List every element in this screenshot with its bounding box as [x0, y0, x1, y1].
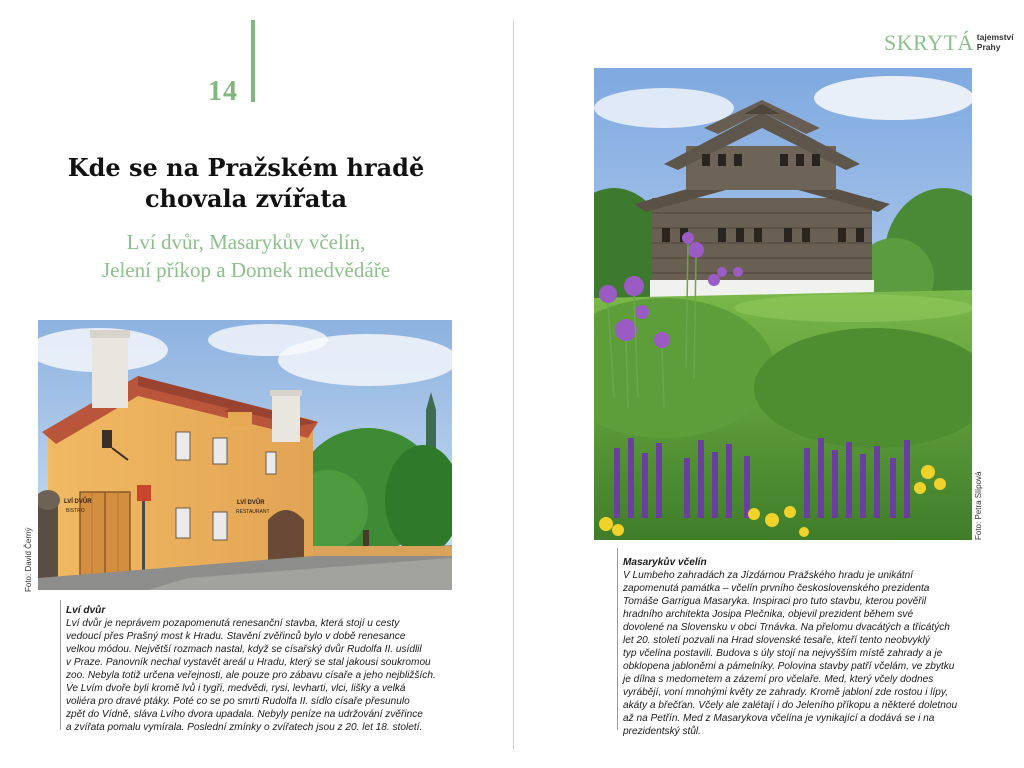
photo-masaryk-beehouse — [594, 68, 972, 540]
sign-lvi-dvur-restaurant: LVÍ DVŮR — [237, 500, 265, 506]
chapter-title-line1: Kde se na Pražském hradě — [67, 153, 425, 182]
chapter-title — [40, 152, 452, 214]
caption-line: zapomenutá památka – včelín prvního československého prezidenta — [623, 583, 930, 594]
sign-bistro: BISTRO — [66, 508, 85, 514]
caption-lvi-dvur — [66, 604, 458, 734]
caption-line: Ve Lvím dvoře byli kromě lvů i tygři, medvědi, rysi, levharti, vlci, lišky a velká — [66, 683, 406, 694]
caption-line: let 20. století pozvali na Hrad slovenské tesaře, kteří tento neobvyklý — [623, 635, 930, 646]
caption-line: až na Petřín. Med z Masarykova včelína je vynikající a dodává se i na — [623, 713, 935, 724]
chapter-divider-bar — [251, 20, 255, 102]
caption-line: zoo. Nebyla totiž určena veřejnosti, ale pouze pro zábavu císaře a jeho nejbližších. — [66, 670, 436, 681]
chapter-subtitle-line1: Lví dvůr, Masarykův včelín, — [126, 230, 366, 254]
caption-line: prezidentský stůl. — [623, 726, 701, 737]
sign-restaurant: RESTAURANT — [236, 509, 270, 515]
photo-credit-right: Foto: Petra Slípová — [974, 471, 983, 540]
brand-subtitle-line2: Prahy — [976, 42, 1001, 52]
chapter-title-line2: chovala zvířata — [144, 184, 348, 213]
caption-heading-lvi-dvur: Lví dvůr — [66, 605, 106, 616]
brand-subtitle — [977, 32, 1014, 52]
photo-lvi-dvur — [38, 320, 452, 590]
brand-title: SKRYTÁ — [884, 30, 974, 55]
caption-line: dovolené na Slovensku v obci Trnávka. Na přelomu dvacátých a třicátých — [623, 622, 950, 633]
caption-line: akáty a břečťan. Včely ale zalétají i do Jeleního příkopu a některé doletnou — [623, 700, 958, 711]
photo-credit-left: Foto: David Černý — [24, 527, 33, 592]
caption-line: Lví dvůr je neprávem pozapomenutá renesanční stavba, která stojí u cesty — [66, 618, 400, 629]
brand-header — [884, 30, 1014, 56]
brand-subtitle-line1: tajemství — [976, 32, 1014, 42]
caption-line: typ včelína postavili. Budova s úly stojí na nejvyšším místě zahrady a je — [623, 648, 943, 659]
sign-lvi-dvur-bistro: LVÍ DVŮR — [64, 499, 92, 505]
caption-masarykuv-vcelin — [623, 556, 979, 738]
caption-rule-left — [60, 600, 61, 730]
caption-line: Tomáše Garrigua Masaryka. Inspiraci pro tuto stavbu, kterou pověřil — [623, 596, 927, 607]
caption-line: zpět do Vídně, sláva Lvího dvora upadala. Nebyly peníze na udržování zvěřince — [66, 709, 423, 720]
caption-line: vyrábějí, voní mnohými květy ze zahrady. Kromě jabloní zde rostou i lípy, — [623, 687, 949, 698]
caption-line: hradního architekta Josipa Plečnika, objevil prezident během své — [623, 609, 914, 620]
caption-heading-masarykuv-vcelin: Masarykův včelín — [623, 557, 707, 568]
caption-line: vedoucí přes Prašný most k Hradu. Stavění zvěřinců bylo v době renesance — [66, 631, 406, 642]
caption-line: velkou módou. Největší rozmach nastal, když se císařský dvůr Rudolfa II. usídlil — [66, 644, 422, 655]
caption-line: V Lumbeho zahradách za Jízdárnou Pražského hradu je unikátní — [623, 570, 914, 581]
caption-line: v Praze. Panovník nechal vystavět areál u Hradu, který se stal jakousi soukromou — [66, 657, 431, 668]
caption-line: obklopena jabloněmi a pámelníky. Polovina stavby patří včelám, ve zbytku — [623, 661, 955, 672]
caption-line: a zvířata pomalu vymírala. Poslední zmínky o zvířatech jsou z 20. let 18. století. — [66, 722, 423, 733]
caption-line: je dílna s medometem a zázemí pro včelaře. Med, který včely dodnes — [623, 674, 934, 685]
caption-rule-right — [617, 548, 618, 730]
caption-line: voliéra pro dravé ptáky. Poté co se po smrti Rudolfa II. sídlo císaře přesunulo — [66, 696, 410, 707]
chapter-subtitle-line2: Jelení příkop a Domek medvědáře — [101, 258, 391, 282]
chapter-number: 14 — [208, 76, 238, 107]
chapter-subtitle — [40, 228, 452, 284]
page-gutter-divider — [513, 20, 514, 750]
